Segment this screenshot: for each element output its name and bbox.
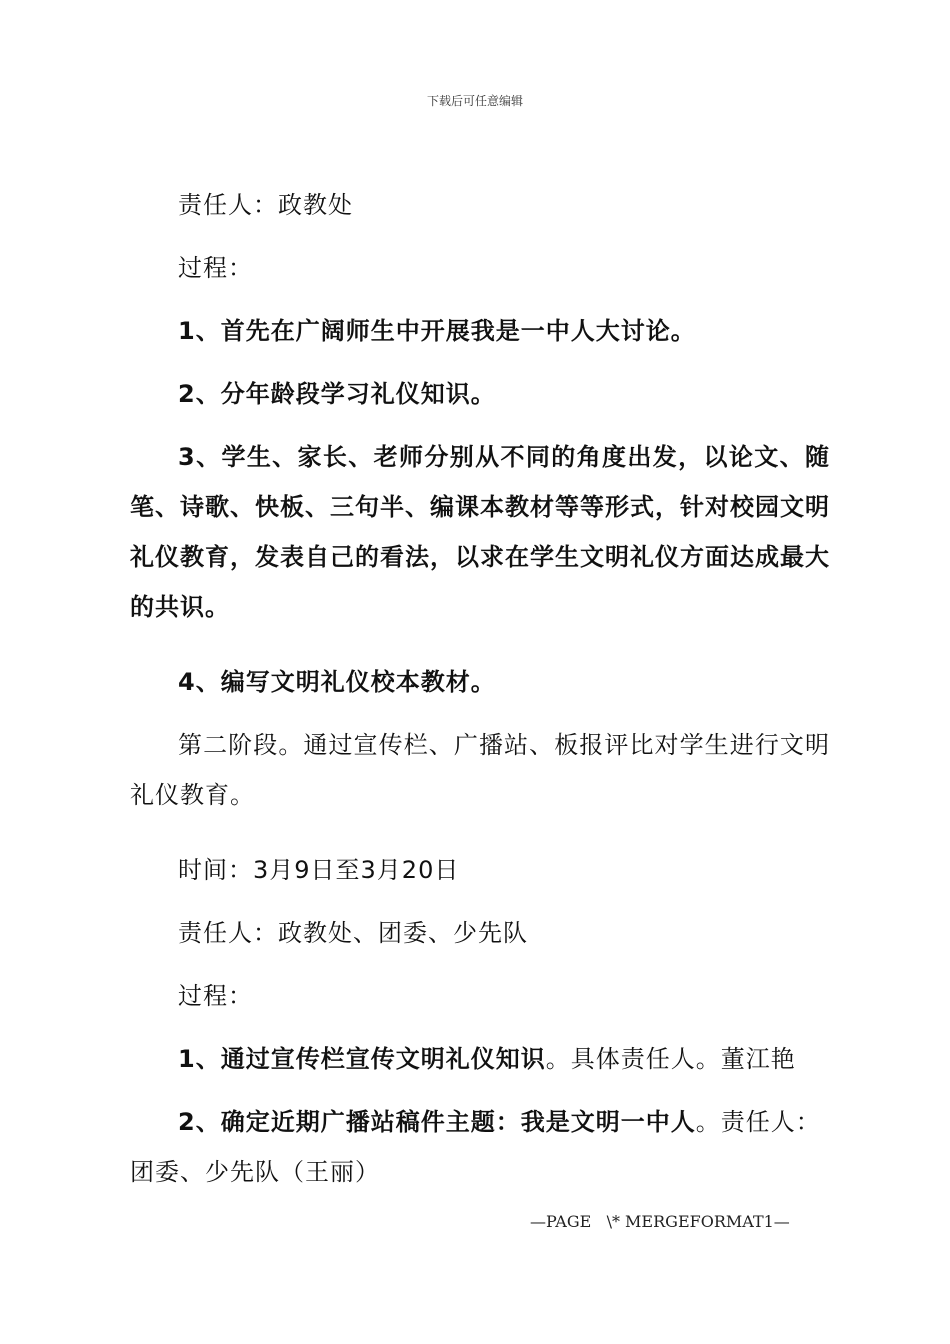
time-line: 时间：3月9日至3月20日: [178, 856, 460, 884]
stage-two-step-1-detail: 。具体责任人。董江艳: [545, 1045, 796, 1073]
page-header: 下载后可任意编辑: [426, 94, 523, 108]
step-4: 4、编写文明礼仪校本教材。: [178, 668, 496, 696]
stage-two-step-2-detail: 。责任人：团委、少先队（王丽）: [130, 1108, 821, 1186]
process-label: 过程：: [178, 254, 253, 282]
document-body: [130, 180, 830, 1222]
responsible-persons: 责任人：政教处、团委、少先队: [178, 919, 528, 947]
stage-two: 第二阶段。通过宣传栏、广播站、板报评比对学生进行文明礼仪教育。: [130, 731, 830, 809]
step-3: 3、学生、家长、老师分别从不同的角度出发，以论文、随笔、诗歌、快板、三句半、编课本教材等等形式，针对校园文明礼仪教育，发表自己的看法，以求在学生文明礼仪方面达成最大的共识。: [130, 443, 830, 621]
stage-two-step-2: [130, 1097, 830, 1197]
step-1: 1、首先在广阔师生中开展我是一中人大讨论。: [178, 317, 696, 345]
stage-two-step-1-title: 1、通过宣传栏宣传文明礼仪知识: [178, 1045, 546, 1073]
process-label-2: 过程：: [178, 982, 253, 1010]
page-footer: —PAGE \* MERGEFORMAT1—: [530, 1212, 790, 1231]
step-2: 2、分年龄段学习礼仪知识。: [178, 380, 496, 408]
responsible-person: 责任人：政教处: [178, 191, 353, 219]
stage-two-step-2-title: 2、确定近期广播站稿件主题：我是文明一中人: [178, 1108, 696, 1136]
stage-two-step-1: [130, 1034, 830, 1084]
